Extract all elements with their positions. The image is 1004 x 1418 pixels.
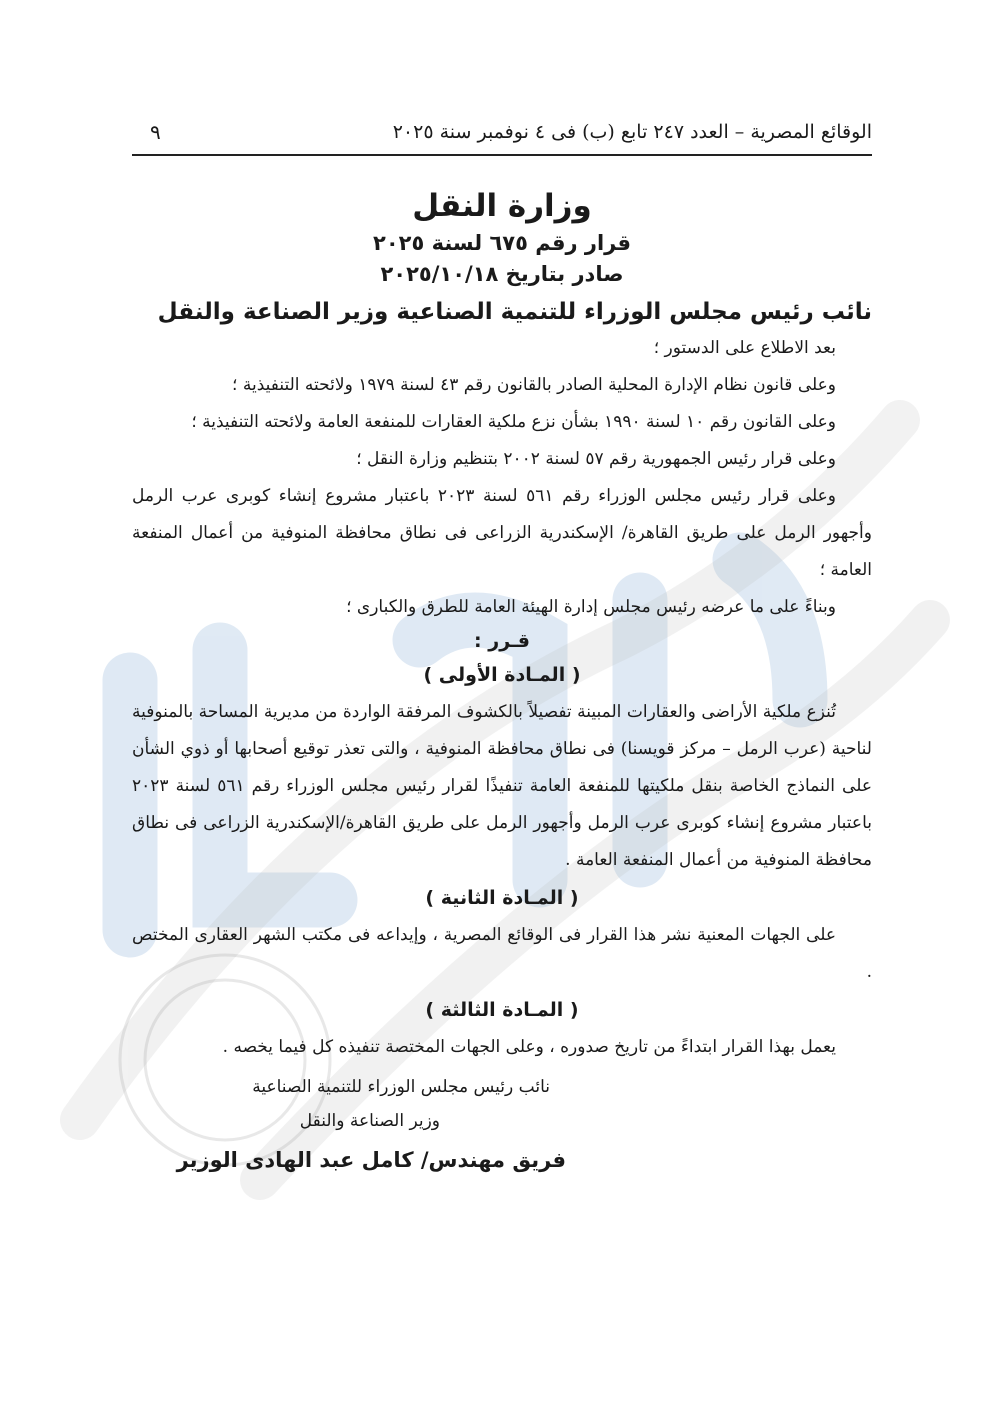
decided-label: قـرر : — [474, 630, 530, 652]
preamble-line: وبناءً على ما عرضه رئيس مجلس إدارة الهيئة العامة للطرق والكبارى ؛ — [346, 597, 836, 617]
signatory-name: فريق مهندس/ كامل عبد الهادى الوزير — [176, 1148, 566, 1172]
decree-issue-date: صادر بتاريخ ٢٠٢٥/١٠/١٨ — [380, 262, 624, 286]
article-1-title: ( المـادة الأولى ) — [423, 664, 581, 686]
page-number: ٩ — [150, 120, 161, 144]
article-1-text: تُنزع ملكية الأراضى والعقارات المبينة تفصيلاً بالكشوف المرفقة الواردة من مديرية المساحة بالمنوفية لناحية (عرب الرمل – مركز قويسنا) فى نطاق محافظة المنوفية ، والتى تعذر توقيع أصحابها أو ذوي الشأن على النماذج الخاصة بنقل ملكيتها للمنفعة العامة تنفيذًا لقرار رئيس مجلس الوزراء رقم ٥٦١ لسنة ٢٠٢٣ باعتبار مشروع إنشاء كوبرى عرب الرمل وأجهور الرمل على طريق القاهرة/الإسكندرية الزراعى فى نطاق محافظة المنوفية من أعمال المنفعة العامة . — [132, 702, 872, 870]
preamble-line: وعلى قرار رئيس مجلس الوزراء رقم ٥٦١ لسنة ٢٠٢٣ باعتبار مشروع إنشاء كوبرى عرب الرمل وأجهور الرمل على طريق القاهرة/ الإسكندرية الزراعى فى نطاق محافظة المنوفية من أعمال المنفعة العامة ؛ — [132, 486, 872, 580]
issuer-title: نائب رئيس مجلس الوزراء للتنمية الصناعية وزير الصناعة والنقل — [157, 299, 872, 325]
gazette-header — [132, 110, 872, 156]
preamble-line: وعلى القانون رقم ١٠ لسنة ١٩٩٠ بشأن نزع ملكية العقارات للمنفعة العامة ولائحته التنفيذية ؛ — [191, 412, 836, 432]
preamble-line: بعد الاطلاع على الدستور ؛ — [653, 338, 836, 358]
article-3-text: يعمل بهذا القرار ابتداءً من تاريخ صدوره ، وعلى الجهات المختصة تنفيذه كل فيما يخصه . — [222, 1037, 836, 1057]
document-content — [132, 110, 872, 1178]
ministry-title: وزارة النقل — [412, 188, 592, 224]
preamble-line: وعلى قرار رئيس الجمهورية رقم ٥٧ لسنة ٢٠٠٢ بتنظيم وزارة النقل ؛ — [356, 449, 836, 469]
article-2-text: على الجهات المعنية نشر هذا القرار فى الوقائع المصرية ، وإيداعه فى مكتب الشهر العقارى المختص . — [132, 925, 872, 982]
gazette-title: الوقائع المصرية – العدد ٢٤٧ تابع (ب) فى ٤ نوفمبر سنة ٢٠٢٥ — [392, 121, 872, 143]
signature-title-line1: نائب رئيس مجلس الوزراء للتنمية الصناعية — [252, 1077, 550, 1097]
signature-block — [132, 1070, 872, 1178]
preamble-line: وعلى قانون نظام الإدارة المحلية الصادر بالقانون رقم ٤٣ لسنة ١٩٧٩ ولائحته التنفيذية ؛ — [232, 375, 836, 395]
article-2-title: ( المـادة الثانية ) — [425, 887, 579, 909]
signature-title-line2: وزير الصناعة والنقل — [299, 1111, 440, 1131]
decree-number: قرار رقم ٦٧٥ لسنة ٢٠٢٥ — [373, 231, 631, 255]
article-3-title: ( المـادة الثالثة ) — [425, 999, 579, 1021]
